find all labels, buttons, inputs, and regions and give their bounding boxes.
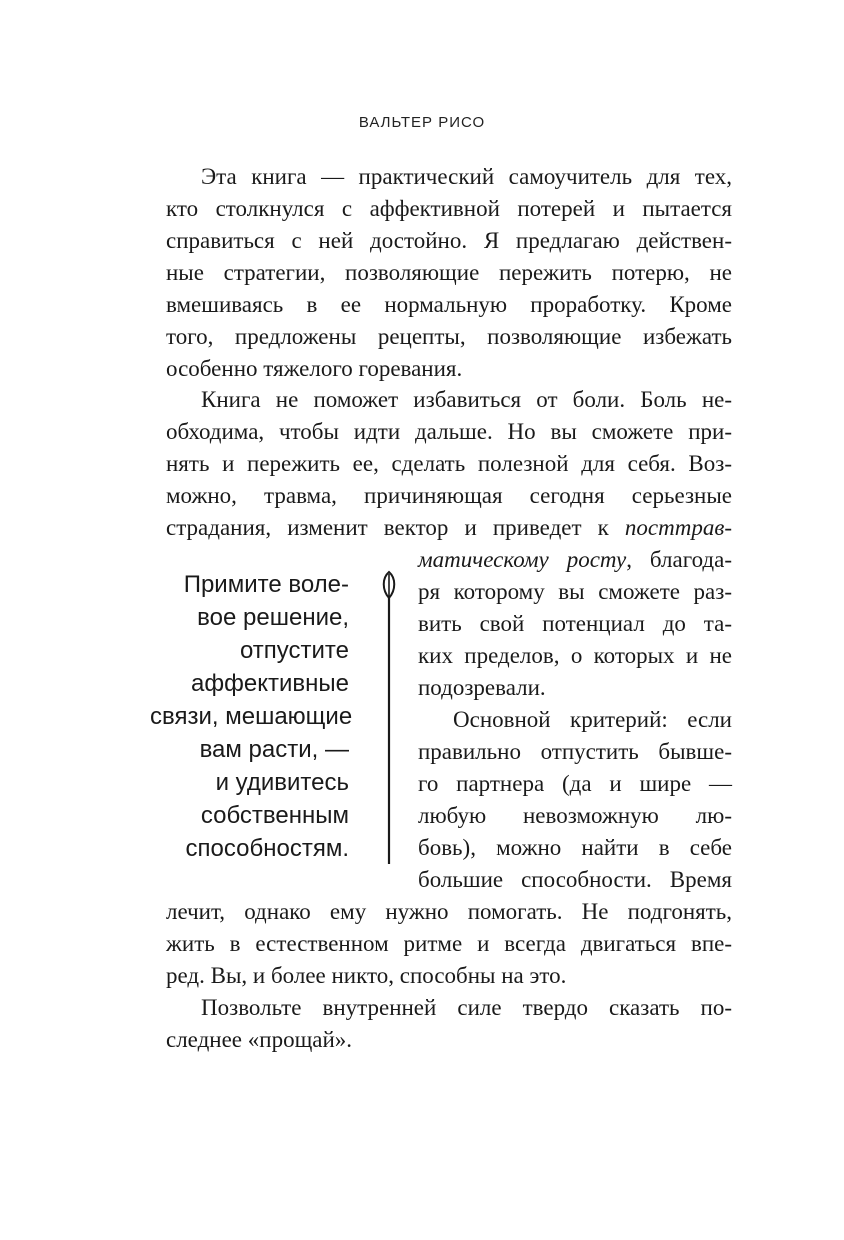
text-line: Основной критерий: если (453, 707, 732, 732)
text-line: любую невозможную лю- (418, 803, 732, 828)
text-segment: , благода- (626, 547, 732, 572)
text-line: Позвольте внутренней силе твердо сказать по- (201, 995, 732, 1020)
pull-quote-line: Примите воле- (183, 571, 349, 598)
text-segment: страдания, изменит вектор и приведет к (166, 515, 609, 540)
text-line: справиться с ней достойно. Я предлагаю действен- (166, 228, 732, 253)
text-line: подозревали. (418, 675, 546, 700)
italic-term: посттрав- (624, 515, 732, 540)
text-line: особенно тяжелого горевания. (166, 356, 463, 381)
text-line: ред. Вы, и более никто, способны на это. (166, 963, 567, 988)
text-line: ные стратегии, позволяющие пережить потерю, не (166, 260, 732, 285)
text-line: ких пределов, о которых и не (418, 643, 732, 668)
text-line: можно, травма, причиняющая сегодня серьезные (166, 483, 732, 508)
text-line: вить свой потенциал до та- (418, 611, 732, 636)
text-line: жить в естественном ритме и всегда двигаться впе- (166, 931, 732, 956)
pull-quote-line: и удивитесь (215, 769, 349, 796)
text-line: Эта книга — практический самоучитель для тех, (201, 164, 732, 189)
text-line (418, 544, 732, 576)
text-line: того, предложены рецепты, позволяющие избежать (166, 324, 732, 349)
text-line: кто столкнулся с аффективной потерей и пытается (166, 196, 732, 221)
pull-quote-line: способностям. (185, 835, 349, 862)
text-line: лечит, однако ему нужно помогать. Не подгонять, (166, 899, 732, 924)
text-line: большие способности. Время (418, 867, 732, 892)
pull-quote-line: вам расти, — (199, 736, 349, 763)
text-line: го партнера (да и шире — (418, 771, 732, 796)
running-title: ВАЛЬТЕР РИСО (358, 114, 486, 131)
text-line: бовь), можно найти в себе (418, 835, 732, 860)
text-line: ря которому вы сможете раз- (418, 579, 732, 604)
pull-quote-line: связи, мешающие (150, 703, 353, 730)
text-line: следнее «прощай». (166, 1027, 353, 1052)
pull-quote-line: аффективные (191, 670, 349, 697)
leaf-icon (378, 570, 400, 866)
pull-quote-line: собственным (200, 802, 349, 829)
pull-quote-line: вое решение, (197, 604, 349, 631)
text-line: нять и пережить ее, сделать полезной для себя. Воз- (166, 451, 732, 476)
leaf-rule-ornament (378, 570, 400, 866)
text-line: правильно отпустить бывше- (418, 739, 732, 764)
text-line (166, 512, 732, 544)
italic-term: матическому росту (418, 547, 627, 572)
text-line: обходима, чтобы идти дальше. Но вы сможете при- (166, 419, 732, 444)
text-line: вмешиваясь в ее нормальную проработку. Кроме (166, 292, 732, 317)
pull-quote-line: отпустите (239, 637, 349, 664)
text-line: Книга не поможет избавиться от боли. Боль не- (201, 387, 732, 412)
